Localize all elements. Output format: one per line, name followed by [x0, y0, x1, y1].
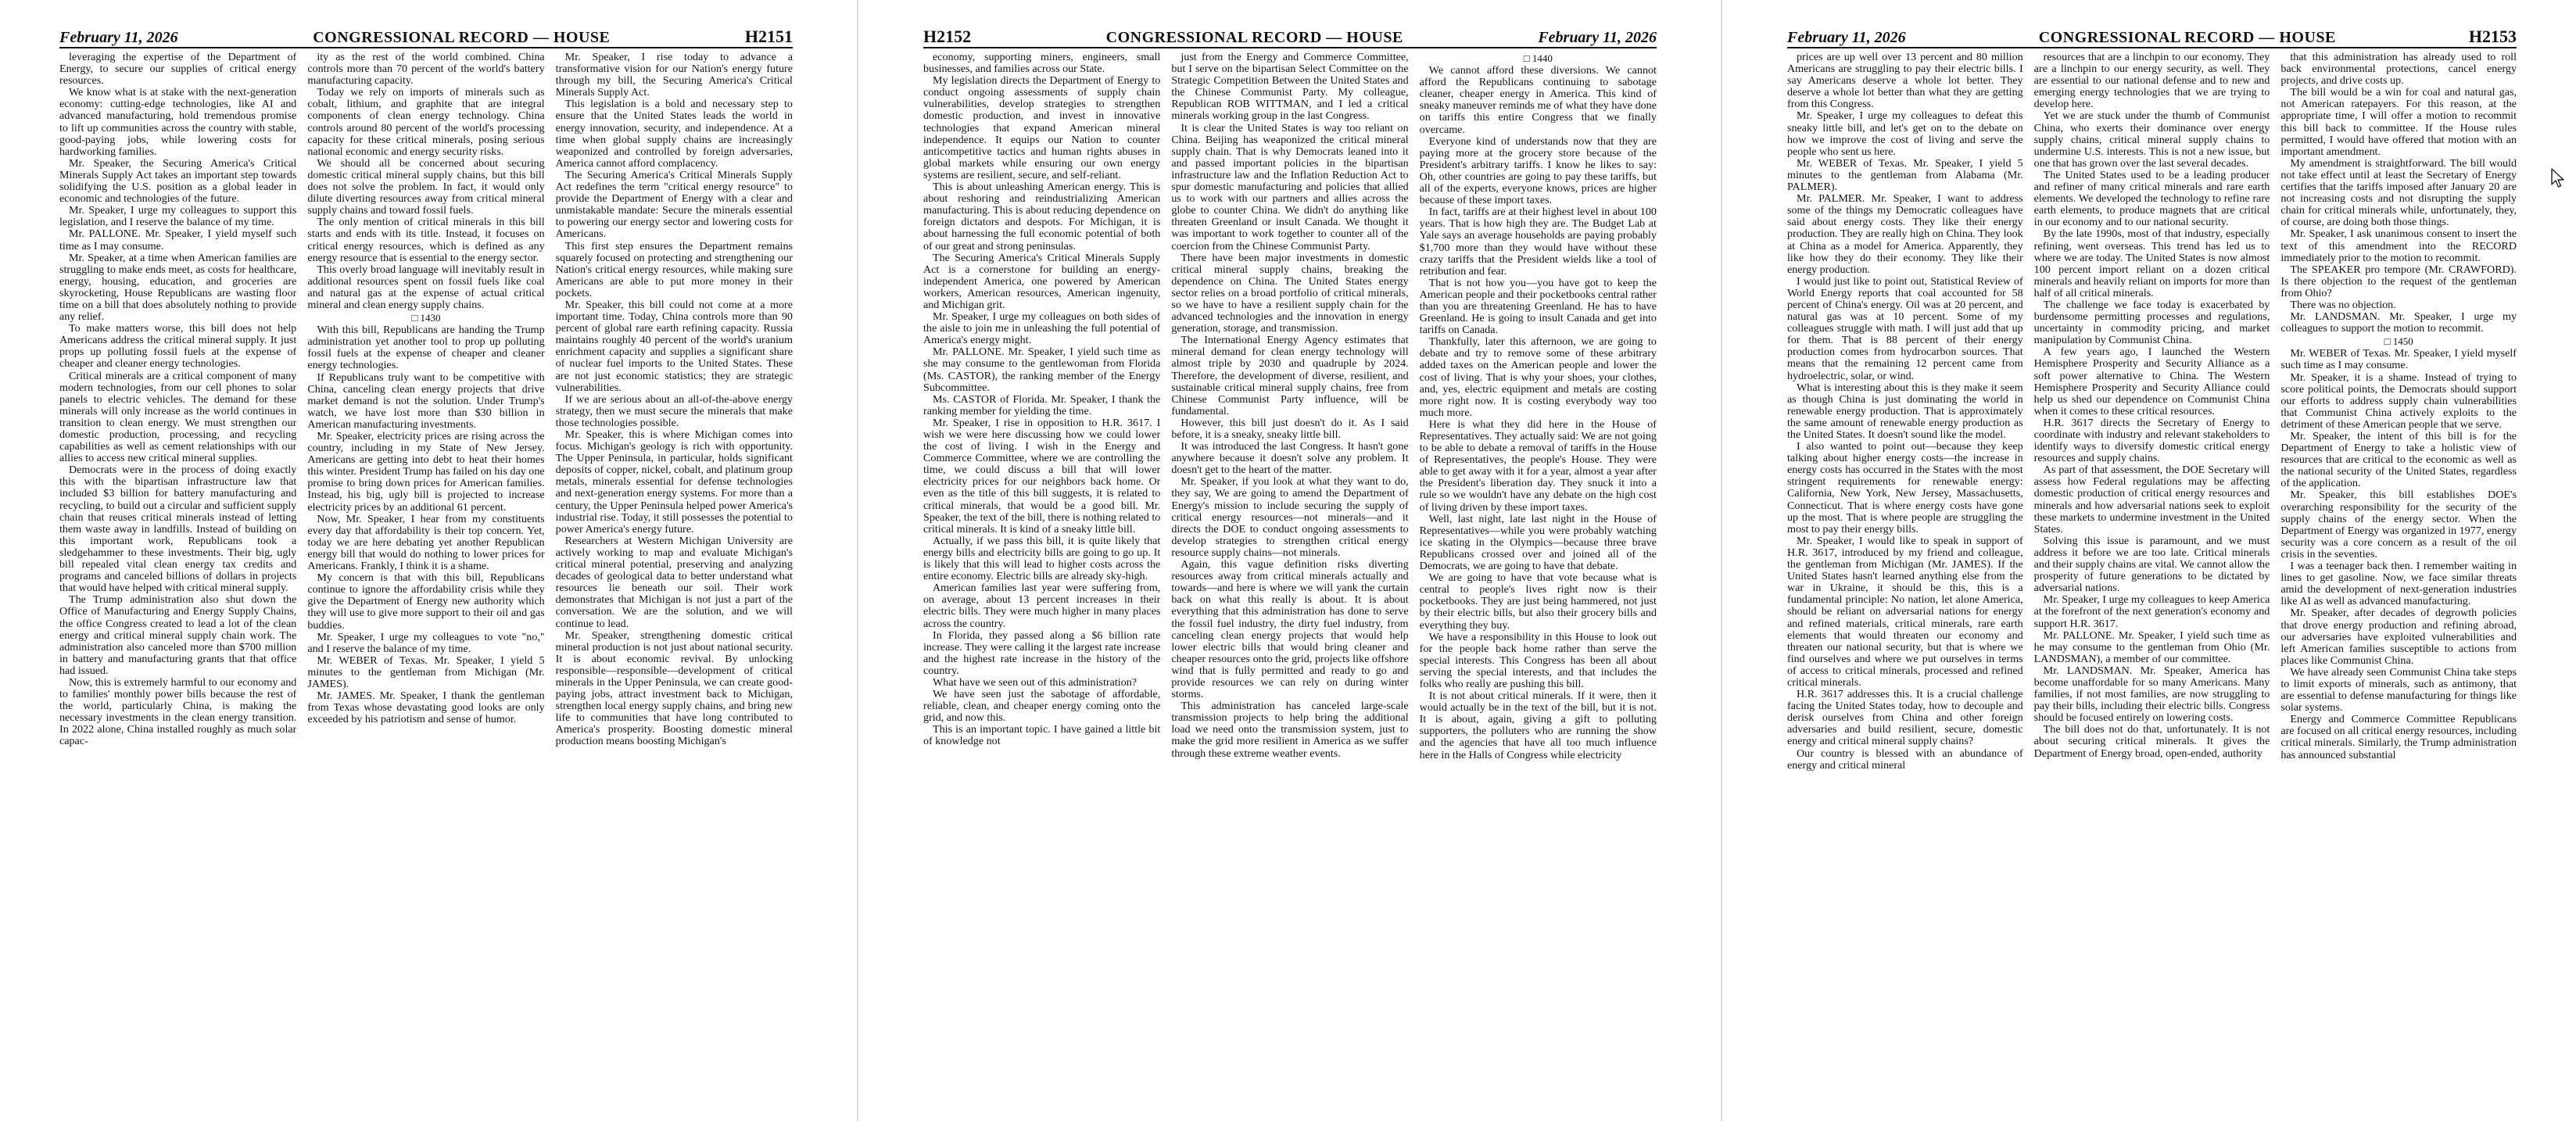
header-title: CONGRESSIONAL RECORD — HOUSE — [313, 29, 611, 46]
record-page-h2153 — [1728, 0, 2576, 1121]
paragraph: Again, this vague definition risks diverting resources away from critical minerals actually and towards—and here is where we will yank the curtain back on what this really is about. It is about everything that this administration has done to serve the fossil fuel industry, the dirty fuel industry, from canceling clean energy projects that would help lower electric bills that would bring cleaner and cheaper resources onto the grid, projects like offshore wind that is fully permitted and ready to go and provide resources we can rely on during winter storms. — [1171, 558, 1409, 701]
paragraph: There have been major investments in domestic critical mineral supply chains, breaking the dependence on China. The United States energy sector relies on a broad portfolio of critical minerals, so we have to have a resilient supply chain for the advanced technologies and the innovation in energy generation, storage, and transmission. — [1171, 251, 1409, 335]
paragraph: It is clear the United States is way too reliant on China. Beijing has weaponized the critical mineral supply chain. That is why Democrats leaned into it and passed important policies in the bipartisan infrastructure law and the Inflation Reduction Act to spur domestic manufacturing and policies that allied us to work with our partners and allies across the globe to counter China. We didn't do anything like threaten Greenland or insult Canada. We thought it was important to work together to counter all of the coercion from the Chinese Communist Party. — [1171, 121, 1409, 252]
paragraph: If Republicans truly want to be competitive with China, canceling clean energy projects that drive market demand is not the solution. Under Trump's watch, we have lost more than $30 billion in American manufacturing investments. — [307, 371, 545, 431]
paragraph: Mr. Speaker, it is a shame. Instead of trying to score political points, the Democrats should support our efforts to address supply chain vulnerabilities that Communist China actively exploits to the detriment of these American people that we serve. — [2280, 371, 2517, 431]
paragraph: Today we rely on imports of minerals such as cobalt, lithium, and graphite that are integral components of clean energy technology. China controls around 80 percent of the world's processing capacity for these critical minerals, posing serious national economic and energy security risks. — [307, 86, 545, 158]
paragraph: Mr. JAMES. Mr. Speaker, I thank the gentleman from Texas whose devastating good looks are only exceeded by his patriotism and sense of humor. — [307, 689, 545, 726]
paragraph: This first step ensures the Department remains squarely focused on protecting and strengthening our Nation's critical energy resources, while making sure Americans are able to put more money in their pockets. — [555, 239, 793, 299]
paragraph: In fact, tariffs are at their highest level in about 100 years. That is how high they are. The Budget Lab at Yale says an average households are paying probably $1,700 more than they would have without these crazy tariffs that the President wields like a tool of retribution and fear. — [1419, 206, 1657, 278]
paragraph: Mr. Speaker, electricity prices are rising across the country, including in my State of New Jersey. Americans are getting into debt to heat their homes this winter. President Trump has failed on his day one promise to bring down prices for American families. Instead, his big, ugly bill is projected to increase electricity prices by an additional 61 percent. — [307, 430, 545, 514]
paragraph: Mr. LANDSMAN. Mr. Speaker, America has become unaffordable for so many Americans. Many families, if not most families, are now struggling to pay their bills, including their electric bills. Congress should be focused entirely on lowering costs. — [2033, 664, 2270, 725]
paragraph: The United States used to be a leading producer and refiner of many critical minerals and rare earth elements. We developed the technology to refine rare earth elements, to produce magnets that are critical in our economy and to our national security. — [2033, 168, 2270, 229]
paragraph: This administration has canceled large-scale transmission projects to help bring the additional load we need onto the transmission system, just to make the grid more resilient in America as we suffer through these extreme weather events. — [1171, 700, 1409, 760]
paragraph: Mr. WEBER of Texas. Mr. Speaker, I yield 5 minutes to the gentleman from Alabama (Mr. PALMER). — [1787, 156, 2023, 194]
paragraph: Everyone kind of understands now that they are paying more at the grocery store because of the President's arbitrary tariffs. I know he likes to say: Oh, other countries are going to pay these tariffs, but all of the experts, everyone knows, prices are higher because of these import taxes. — [1419, 134, 1657, 207]
paragraph: Mr. Speaker, this is where Michigan comes into focus. Michigan's geology is rich with opportunity. The Upper Peninsula, in particular, holds significant deposits of copper, nickel, cobalt, and platinum group metals, minerals essential for defense technologies and next-generation energy systems. For more than a century, the Upper Peninsula helped power America's industrial rise. Today, it still possesses the potential to power America's energy future. — [555, 428, 793, 535]
paragraph: I would just like to point out, Statistical Review of World Energy reports that coal accounted for 58 percent of China's energy. Oil was at 20 percent, and natural gas was at 10 percent. Some of my colleagues struggle with math. I will just add that up for them. That is 88 percent of their energy production comes from hydrocarbon sources. That means that the remaining 12 percent came from hydroelectric, solar, or wind. — [1787, 274, 2023, 382]
paragraph: Mr. Speaker, strengthening domestic critical mineral production is not just about national security. It is about economic revival. By unlocking responsible—responsible—development of critical minerals in the Upper Peninsula, we can create good-paying jobs, attract investment back to Michigan, strengthen local energy supply chains, and bring new life to communities that have long contributed to America's prosperity. Boosting domestic mineral production means boosting Michigan's — [555, 629, 793, 748]
paragraph: We have already seen Communist China take steps to limit exports of minerals, such as antimony, that are essential to defense manufacturing for things like solar systems. — [2280, 665, 2517, 715]
paragraph: ity as the rest of the world combined. China controls more than 70 percent of the world's battery manufacturing capacity. — [307, 52, 545, 88]
header-page-number: H2153 — [2468, 27, 2517, 46]
paragraph: Democrats were in the process of doing exactly this with the bipartisan infrastructure law that included $3 billion for battery manufacturing and recycling, to build out a circular and sufficient supply chain that reuses critical minerals instead of letting them waste away in landfills. Instead of building on this important work, Republicans took a sledgehammer to these investments. Their big, ugly bill repealed vital clean energy tax credits and programs and canceled billions of dollars in projects that would have helped with critical mineral supply. — [59, 464, 297, 595]
paragraph: Mr. Speaker, I urge my colleagues to support this legislation, and I reserve the balance of my time. — [59, 204, 297, 229]
paragraph: that this administration has already used to roll back environmental protections, cancel energy projects, and drive costs up. — [2280, 52, 2517, 88]
text-column — [2280, 52, 2517, 1115]
text-column — [307, 52, 544, 1115]
paragraph: Thankfully, later this afternoon, we are going to debate and try to remove some of these arbitrary added taxes on the American people and lower the cost of living. That is why your shoes, your clothes, and, yes, electric equipment and metals are costing more right now. It is costing everybody way too much more. — [1419, 335, 1657, 419]
paragraph: The International Energy Agency estimates that mineral demand for clean energy technology will almost triple by 2030 and quadruple by 2024. Therefore, the development of diverse, resilient, and sustainable critical mineral supply chains, free from Chinese Communist Party influence, will be fundamental. — [1171, 334, 1409, 417]
paragraph: My concern is that with this bill, Republicans continue to ignore the affordability crisis while they give the Department of Energy new authority which they will use to give more support to their oil and gas buddies. — [307, 571, 545, 632]
time-marker: □ 1430 — [411, 312, 441, 324]
paragraph: The Trump administration also shut down the Office of Manufacturing and Energy Supply Chains, the office Congress created to lead a lot of the clean energy and critical mineral supply chain work. The administration also canceled more than $700 million in battery and manufacturing grants that that office had issued. — [59, 593, 297, 677]
paragraph: I also wanted to point out—because they keep talking about higher energy costs—the increase in energy costs has occurred in the States with the most stringent requirements for renewable energy: California, New York, New Jersey, Massachusetts, Connecticut. That is where energy costs have gone up the most. That is where people are struggling the most to pay their energy bills. — [1787, 440, 2023, 535]
paragraph: Now, this is extremely harmful to our economy and to families' monthly power bills because the rest of the world, particularly China, is making the necessary investments in the clean energy transition. In 2022 alone, China installed roughly as much solar capac- — [59, 675, 297, 748]
paragraph: In Florida, they passed along a $6 billion rate increase. They were calling it the largest rate increase and the highest rate increase in the history of the country. — [923, 629, 1161, 677]
paragraph: My amendment is straightforward. The bill would not take effect until at least the Secretary of Energy certifies that the tariffs imposed after January 20 are not increasing costs and not disrupting the supply chain for critical minerals while, unfortunately, they, of course, are doing both those things. — [2280, 156, 2517, 229]
paragraph: My legislation directs the Department of Energy to conduct ongoing assessments of supply chain vulnerabilities, develop strategies to strengthen domestic production, and invest in innovative technologies that expand American mineral independence. It equips our Nation to counter anticompetitive tactics and human rights abuses in global markets while ensuring our own energy systems are resilient, secure, and self-reliant. — [923, 74, 1161, 181]
text-column — [556, 52, 793, 1115]
paragraph: Mr. Speaker, I urge my colleagues to defeat this sneaky little bill, and let's get on to the debate on how we improve the cost of living and serve the people who sent us here. — [1787, 109, 2023, 158]
paragraph: resources that are a linchpin to our economy. They are a linchpin to our energy security, as well. They are essential to our national defense and to new and emerging energy technologies that we are trying to develop here. — [2033, 52, 2270, 111]
paragraph: Mr. LANDSMAN. Mr. Speaker, I urge my colleagues to support the motion to recommit. — [2280, 310, 2517, 335]
header-title: CONGRESSIONAL RECORD — HOUSE — [1105, 29, 1403, 46]
paragraph: If we are serious about an all-of-the-above energy strategy, then we must secure the minerals that make those technologies possible. — [555, 392, 793, 429]
text-columns — [1787, 52, 2517, 1115]
paragraph: Solving this issue is paramount, and we must address it before we are too late. Critical minerals and their supply chains are vital. We cannot allow the prosperity of future generations to be dictated by adversarial nations. — [2033, 534, 2270, 595]
paragraph: just from the Energy and Commerce Committee, but I serve on the bipartisan Select Committee on the Strategic Competition Between the United States and the Chinese Communist Party. My colleague, Republican ROB WITTMAN, and I led a critical minerals working group in the last Congress. — [1171, 52, 1409, 123]
text-column — [1171, 52, 1408, 1115]
paragraph: Actually, if we pass this bill, it is quite likely that energy bills and electricity bills are going to go up. It is likely that this will lead to higher costs across the entire economy. Electric bills are already sky-high. — [923, 534, 1161, 583]
paragraph: What have we seen out of this administration? — [933, 675, 1138, 689]
paragraph: American families last year were suffering from, on average, about 13 percent increases in their electric bills. They were much higher in many places across the country. — [923, 582, 1161, 630]
paragraph: This legislation is a bold and necessary step to ensure that the United States leads the world in energy innovation, security, and independence. At a time when global supply chains are increasingly weaponized and controlled by foreign adversaries, America cannot afford complacency. — [555, 98, 793, 170]
paragraph: Energy and Commerce Committee Republicans are focused on all critical energy resources, including critical minerals. Similarly, the Trump administration has announced substantial — [2280, 713, 2517, 761]
paragraph: It is not about critical minerals. If it were, then it would actually be in the text of the bill, but it is not. It is about, again, giving a gift to polluting supporters, the polluters who are running the show and the agencies that have all too much influence here in the Halls of Congress while electricity — [1419, 689, 1657, 761]
paragraph: Ms. CASTOR of Florida. Mr. Speaker, I thank the ranking member for yielding the time. — [923, 392, 1161, 417]
time-marker: □ 1450 — [2384, 335, 2413, 348]
page-header — [923, 27, 1657, 45]
header-date: February 11, 2026 — [1538, 29, 1657, 46]
header-rule — [923, 47, 1657, 48]
paragraph: With this bill, Republicans are handing the Trump administration yet another tool to prop up polluting fossil fuels at the expense of cheaper and cleaner energy technologies. — [307, 324, 545, 372]
paragraph: The only mention of critical minerals in this bill starts and ends with its title. Instead, it focuses on critical energy resources, which is defined as any energy resource that is essential to the energy sector. — [307, 216, 545, 264]
paragraph: Mr. Speaker, I urge my colleagues to vote "no," and I reserve the balance of my time. — [307, 630, 545, 655]
paragraph: It was introduced the last Congress. It hasn't gone anywhere because it doesn't solve any problem. It doesn't get to the heart of the matter. — [1171, 440, 1409, 477]
paragraph: We have seen just the sabotage of affordable, reliable, clean, and cheaper energy coming onto the grid, and now this. — [923, 688, 1161, 725]
paragraph: Mr. WEBER of Texas. Mr. Speaker, I yield 5 minutes to the gentleman from Michigan (Mr. JAMES). — [307, 654, 545, 690]
paragraph: This is about unleashing American energy. This is about reshoring and reindustrializing American manufacturing. This is about reducing dependence on foreign dictators and despots. For Michigan, it is about harnessing the full economic potential of both of our great and strong peninsulas. — [923, 181, 1161, 252]
paragraph: Mr. Speaker, I rise today to advance a transformative vision for our Nation's energy future through my bill, the Securing America's Critical Minerals Supply Act. — [555, 52, 793, 99]
header-page-number: H2151 — [744, 27, 793, 46]
header-rule — [59, 47, 793, 48]
paragraph: H.R. 3617 addresses this. It is a crucial challenge facing the United States today, how to decouple and derisk ourselves from China and other foreign adversaries and build resilient, secure, domestic energy and critical mineral supply chains? — [1787, 688, 2023, 748]
paragraph: Now, Mr. Speaker, I hear from my constituents every day that affordability is their top concern. Yet, today we are here debating yet another Republican energy bill that would do nothing to lower prices for Americans. Frankly, I think it is a shame. — [307, 512, 545, 573]
paragraph: The bill does not do that, unfortunately. It is not about securing critical minerals. It gives the Department of Energy broad, open-ended, authority — [2033, 723, 2270, 760]
paragraph: Mr. Speaker, I urge my colleagues to keep America at the forefront of the next generation's economy and support H.R. 3617. — [2033, 593, 2270, 630]
paragraph: Here is what they did here in the House of Representatives. They actually said: We are not going to be able to debate a removal of tariffs in the House of Representatives, the people's House. They were able to get away with it for a year, almost a year after the President's liberation day. They snuck it into a rule so we wouldn't have any debate on the high cost of living driven by these import taxes. — [1419, 417, 1657, 514]
text-column — [59, 52, 296, 1115]
paragraph: We know what is at stake with the next-generation economy: cutting-edge technologies, like AI and advanced manufacturing, hold tremendous promise to lift up communities across the country with stable, good-paying jobs, while lowering costs for hardworking families. — [59, 86, 297, 158]
paragraph: Mr. PALLONE. Mr. Speaker, I yield myself such time as I may consume. — [59, 227, 297, 252]
page-header — [1787, 27, 2517, 45]
header-date: February 11, 2026 — [59, 29, 178, 46]
paragraph: Mr. WEBER of Texas. Mr. Speaker, I yield myself such time as I may consume. — [2280, 347, 2517, 372]
text-columns — [923, 52, 1657, 1115]
paragraph: Mr. Speaker, at a time when American families are struggling to make ends meet, as costs for healthcare, energy, housing, education, and groceries are skyrocketing, House Republicans are wasting floor time on a bill that does absolutely nothing to provide any relief. — [59, 251, 297, 324]
page-header — [59, 27, 793, 45]
record-page-h2152 — [864, 0, 1716, 1121]
paragraph: Mr. PALLONE. Mr. Speaker, I yield such time as she may consume to the gentlewoman from Florida (Ms. CASTOR), the ranking member of the Energy Subcommittee. — [923, 346, 1161, 394]
paragraph: I was a teenager back then. I remember waiting in lines to get gasoline. Now, we face similar threats amid the development of next-generation industries like AI as well as advanced manufacturing. — [2280, 560, 2517, 608]
paragraph: The challenge we face today is exacerbated by burdensome permitting processes and regulations, uncertainty in commodity pricing, and market manipulation by Communist China. — [2033, 298, 2270, 347]
paragraph: Mr. Speaker, this bill establishes DOE's overarching responsibility for the security of the supply chains of the energy sector. When the Department of Energy was organized in 1977, energy security was a core concern as a result of the oil crisis in the seventies. — [2280, 489, 2517, 560]
paragraph: Researchers at Western Michigan University are actively working to map and evaluate Michigan's critical mineral potential, preserving and analyzing decades of geological data to better understand what resources lie beneath our soil. Their work demonstrates that Michigan is not just a part of the conversation. We are the solution, and we will continue to lead. — [555, 534, 793, 630]
text-column — [1787, 52, 2023, 1115]
paragraph: We should all be concerned about securing domestic critical mineral supply chains, but this bill does not solve the problem. In fact, it would only dilute diverting resources away from critical mineral supply chains and toward fossil fuels. — [307, 156, 545, 217]
paragraph: Mr. Speaker, I ask unanimous consent to insert the text of this amendment into the RECORD immediately prior to the motion to recommit. — [2280, 227, 2517, 264]
header-date: February 11, 2026 — [1787, 29, 1906, 46]
paragraph: Well, last night, late last night in the House of Representatives—while you were probably watching ice skating in the Olympics—because three brave Republicans crossed over and joined all of the Democrats, we are going to have that debate. — [1419, 512, 1657, 573]
paragraph: This is an important topic. I have gained a little bit of knowledge not — [923, 723, 1161, 748]
paragraph: Mr. Speaker, this bill could not come at a more important time. Today, China controls more than 90 percent of global rare earth refining capacity. Russia maintains roughly 40 percent of the world's uranium enrichment capacity and supplies a significant share of nuclear fuel imports to the United States. These are not just economic statistics; they are strategic vulnerabilities. — [555, 298, 793, 394]
paragraph: Mr. Speaker, after decades of degrowth policies that drove energy production and refining abroad, our adversaries have exploited vulnerabilities and left American families susceptible to actions from places like Communist China. — [2280, 607, 2517, 667]
paragraph: We have a responsibility in this House to look out for the people back home rather than serve the special interests. This Congress has been all about serving the special interests, and that includes the folks who really are pushing this bill. — [1419, 630, 1657, 690]
paragraph: Our country is blessed with an abundance of energy and critical mineral — [1787, 747, 2023, 772]
page-divider — [1721, 0, 1722, 1121]
paragraph: That is not how you—you have got to keep the American people and their pocketbooks central rather than you are threatening Greenland. He has to have Greenland. He is going to insult Canada and get into tariffs on Canada. — [1419, 276, 1657, 337]
paragraph: A few years ago, I launched the Western Hemisphere Prosperity and Security Alliance as a soft power alternative to China. The Western Hemisphere Prosperity and Security Alliance could help us shed our dependence on Communist China when it comes to these critical resources. — [2033, 346, 2270, 417]
paragraph: The Securing America's Critical Minerals Supply Act is a cornerstone for building an energy-independent America, one powered by American workers, American resources, American ingenuity, and Michigan grit. — [923, 251, 1161, 311]
paragraph: Mr. Speaker, I would like to speak in support of H.R. 3617, introduced by my friend and colleague, the gentleman from Michigan (Mr. JAMES). If the United States hasn't learned anything else from the war in Ukraine, it should be this, this is a fundamental principle: No nation, let alone America, should be reliant on adversarial nations for energy and refined materials, critical minerals, rare earth elements that would threaten our economy and threaten our national security, but that is where we find ourselves and where we put ourselves in terms of access to critical minerals, processed and refined critical minerals. — [1787, 534, 2023, 689]
paragraph: H.R. 3617 directs the Secretary of Energy to coordinate with industry and relevant stakeholders to identify ways to diversify domestic critical energy resources and supply chains. — [2033, 416, 2270, 465]
paragraph: prices are up well over 13 percent and 80 million Americans are struggling to pay their electric bills. I say Americans deserve a whole lot better. They deserve a whole lot better than what they are getting from this Congress. — [1787, 52, 2023, 111]
header-title: CONGRESSIONAL RECORD — HOUSE — [2038, 29, 2336, 46]
paragraph: Mr. Speaker, I rise in opposition to H.R. 3617. I wish we were here discussing how we could lower the cost of living. I wish in the Energy and Commerce Committee, where we are controlling the time, we could discuss a bill that will lower electricity prices for our neighbors back home. Or even as the title of this bill suggests, it is related to critical minerals, that would be a good bill. Mr. Speaker, the text of the bill, there is nothing related to critical minerals. It is kind of a sneaky little bill. — [923, 416, 1161, 535]
paragraph: We cannot afford these diversions. We cannot afford the Republicans continuing to sabotage cleaner, cheaper energy in America. This kind of sneaky maneuver reminds me of what they have done on tariffs this entire Congress that we finally overcame. — [1419, 64, 1657, 136]
paragraph: However, this bill just doesn't do it. As I said before, it is a sneaky, sneaky little bill. — [1171, 416, 1409, 441]
paragraph: The Securing America's Critical Minerals Supply Act redefines the term "critical energy resource" to provide the Department of Energy with a clear and unmistakable mandate: Secure the minerals essential to powering our energy sector and lowering costs for Americans. — [555, 168, 793, 241]
paragraph: To make matters worse, this bill does not help Americans address the critical mineral supply. It just props up polluting fossil fuels at the expense of cheaper and cleaner energy technologies. — [59, 322, 297, 371]
paragraph: The SPEAKER pro tempore (Mr. CRAWFORD). Is there objection to the request of the gentleman from Ohio? — [2280, 263, 2517, 299]
paragraph: As part of that assessment, the DOE Secretary will assess how Federal regulations may be affecting domestic production of critical energy resources and minerals and how adversarial nations seek to exploit these markets to undermine investment in the United States. — [2033, 464, 2270, 535]
text-column — [1420, 52, 1657, 1115]
paragraph: Mr. Speaker, if you look at what they want to do, they say, We are going to amend the Department of Energy's mission to include securing the supply of critical energy resources—not minerals—and it directs the DOE to conduct ongoing assessments to develop strategies to strengthen critical energy resource supply chains—not minerals. — [1171, 475, 1409, 559]
paragraph: What is interesting about this is they make it seem as though China is just dominating the world in renewable energy production. That is approximately the same amount of renewable energy production as the United States. It doesn't sound like the model. — [1787, 381, 2023, 441]
paragraph: Yet we are stuck under the thumb of Communist China, who exerts their dominance over energy supply chains, critical mineral supply chains to undermine U.S. interests. This is not a new issue, but one that has grown over the last several decades. — [2033, 109, 2270, 170]
paragraph: Mr. Speaker, the Securing America's Critical Minerals Supply Act takes an important step towards solidifying the U.S. position as a global leader in economic and technologies of the future. — [59, 156, 297, 206]
paragraph: Critical minerals are a critical component of many modern technologies, from our cell phones to solar panels to electric vehicles. The demand for these minerals will only increase as the world continues in transition to clean energy. We must strengthen our domestic production, processing, and recycling capabilities as well as cement relationships with our allies to access new critical mineral supplies. — [59, 369, 297, 465]
record-page-h2151 — [0, 0, 852, 1121]
paragraph: Mr. Speaker, I urge my colleagues on both sides of the aisle to join me in unleashing the full potential of America's energy might. — [923, 310, 1161, 347]
header-rule — [1787, 47, 2517, 48]
paragraph: By the late 1990s, most of that industry, especially refining, went overseas. This trend has led us to where we are today. The United States is now almost 100 percent import reliant on a dozen critical minerals and heavily reliant on imports for more than half of all critical minerals. — [2033, 227, 2270, 299]
header-page-number: H2152 — [923, 27, 972, 46]
paragraph: There was no objection. — [2290, 298, 2396, 311]
time-marker: □ 1440 — [1523, 52, 1553, 64]
paragraph: The bill would be a win for coal and natural gas, not American ratepayers. For this reason, at the appropriate time, I will offer a motion to recommit this bill back to committee. If the House rules permitted, I would have offered that motion with an important amendment. — [2280, 86, 2517, 158]
text-column — [923, 52, 1160, 1115]
paragraph: Mr. Speaker, the intent of this bill is for the Department of Energy to take a holistic view of resources that are critical to the economic as well as the national security of the United States, regardless of the application. — [2280, 430, 2517, 490]
text-column — [2034, 52, 2270, 1115]
page-divider — [857, 0, 858, 1121]
mouse-pointer-icon — [2550, 167, 2566, 189]
text-columns — [59, 52, 793, 1115]
paragraph: Mr. PALLONE. Mr. Speaker, I yield such time as he may consume to the gentleman from Ohio (Mr. LANDSMAN), a member of our committee. — [2033, 629, 2270, 665]
paragraph: This overly broad language will inevitably result in additional resources spent on fossil fuels like coal and natural gas at the expense of actual critical mineral and clean energy supply chains. — [307, 263, 545, 311]
paragraph: leveraging the expertise of the Department of Energy, to secure our supplies of critical energy resources. — [59, 52, 297, 88]
paragraph: We are going to have that vote because what is central to people's lives right now is their pocketbooks. They are just being hammered, not just by their electric bills, but also their grocery bills and everything they buy. — [1419, 571, 1657, 632]
paragraph: Mr. PALMER. Mr. Speaker, I want to address some of the things my Democratic colleagues have said about energy costs. They like their energy production. They are really high on China. They look at China as a model for America. Apparently, they like how they do their economy. They like their energy production. — [1787, 192, 2023, 276]
paragraph: economy, supporting miners, engineers, small businesses, and families across our State. — [923, 52, 1161, 76]
